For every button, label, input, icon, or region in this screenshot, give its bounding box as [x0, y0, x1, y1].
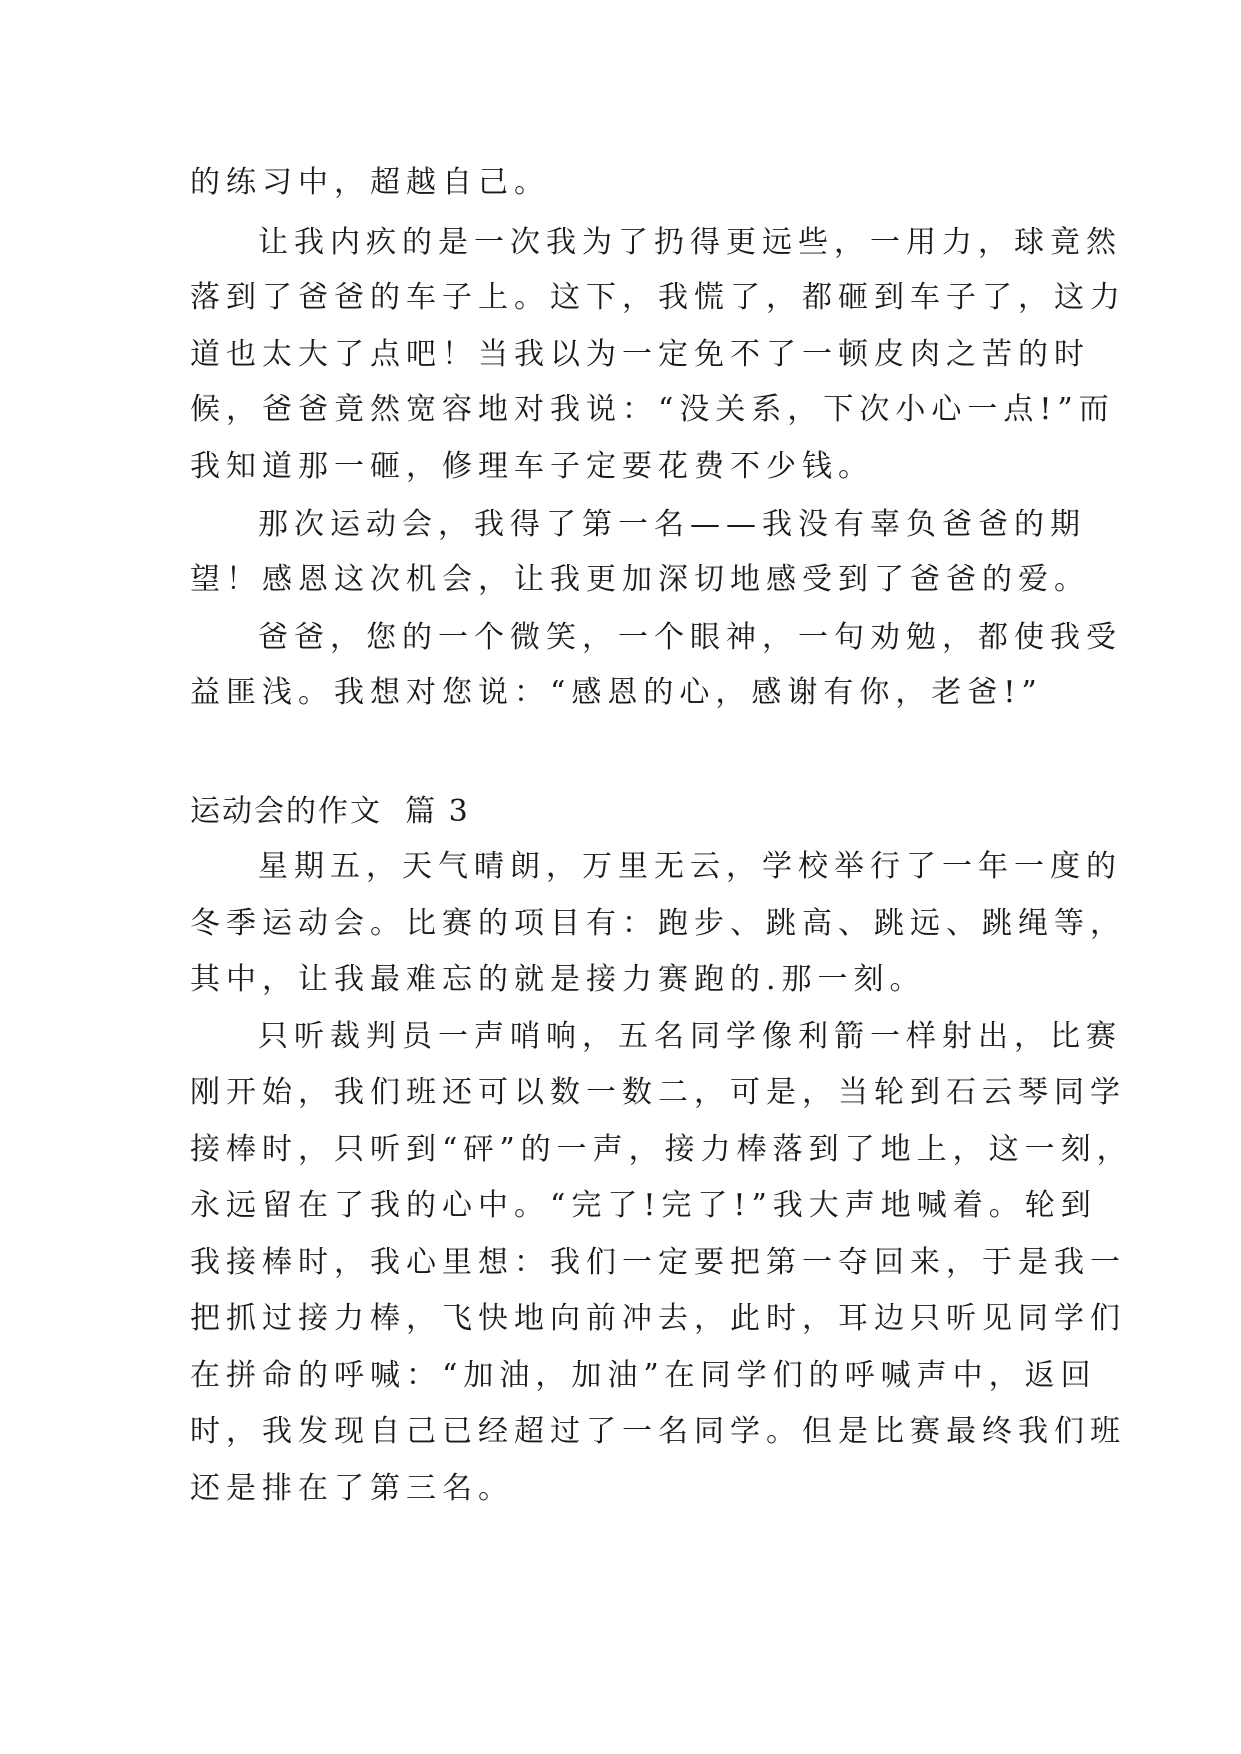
- paragraph-line: 我知道那一砸，修理车子定要花费不少钱。: [190, 449, 874, 484]
- paragraph-line: 还是排在了第三名。: [190, 1471, 514, 1506]
- paragraph-line: 刚开始，我们班还可以数一数二，可是，当轮到石云琴同学: [190, 1075, 1126, 1110]
- paragraph-line: 益匪浅。我想对您说：“感恩的心，感谢有你，老爸!”: [190, 675, 1043, 710]
- paragraph-line: 永远留在了我的心中。“完了!完了!”我大声地喊着。轮到: [190, 1188, 1097, 1223]
- paragraph-line: 星期五，天气晴朗，万里无云，学校举行了一年一度的: [258, 849, 1122, 884]
- paragraph-line: 其中，让我最难忘的就是接力赛跑的.那一刻。: [190, 962, 926, 997]
- paragraph-line: 接棒时，只听到“砰”的一声，接力棒落到了地上，这一刻，: [190, 1132, 1133, 1167]
- paragraph-line: 我接棒时，我心里想：我们一定要把第一夺回来，于是我一: [190, 1245, 1126, 1280]
- paragraph-line: 只听裁判员一声哨响，五名同学像利箭一样射出，比赛: [258, 1019, 1122, 1054]
- paragraph-line: 那次运动会，我得了第一名——我没有辜负爸爸的期: [258, 507, 1086, 542]
- paragraph-line: 候，爸爸竟然宽容地对我说：“没关系，下次小心一点!”而: [190, 392, 1115, 427]
- paragraph-line: 的练习中，超越自己。: [190, 165, 550, 200]
- paragraph-line: 让我内疚的是一次我为了扔得更远些，一用力，球竟然: [258, 225, 1122, 260]
- paragraph-line: 把抓过接力棒，飞快地向前冲去，此时，耳边只听见同学们: [190, 1301, 1126, 1336]
- paragraph-line: 冬季运动会。比赛的项目有：跑步、跳高、跳远、跳绳等，: [190, 906, 1126, 941]
- paragraph-line: 时，我发现自己已经超过了一名同学。但是比赛最终我们班: [190, 1414, 1126, 1449]
- paragraph-line: 落到了爸爸的车子上。这下，我慌了，都砸到车子了，这力: [190, 280, 1126, 315]
- paragraph-line: 道也太大了点吧！当我以为一定免不了一顿皮肉之苦的时: [190, 337, 1090, 372]
- section-heading: 运动会的作文 篇 3: [190, 794, 470, 829]
- paragraph-line: 爸爸，您的一个微笑，一个眼神，一句劝勉，都使我受: [258, 620, 1122, 655]
- paragraph-line: 在拼命的呼喊：“加油，加油”在同学们的呼喊声中，返回: [190, 1358, 1097, 1393]
- paragraph-line: 望！感恩这次机会，让我更加深切地感受到了爸爸的爱。: [190, 562, 1090, 597]
